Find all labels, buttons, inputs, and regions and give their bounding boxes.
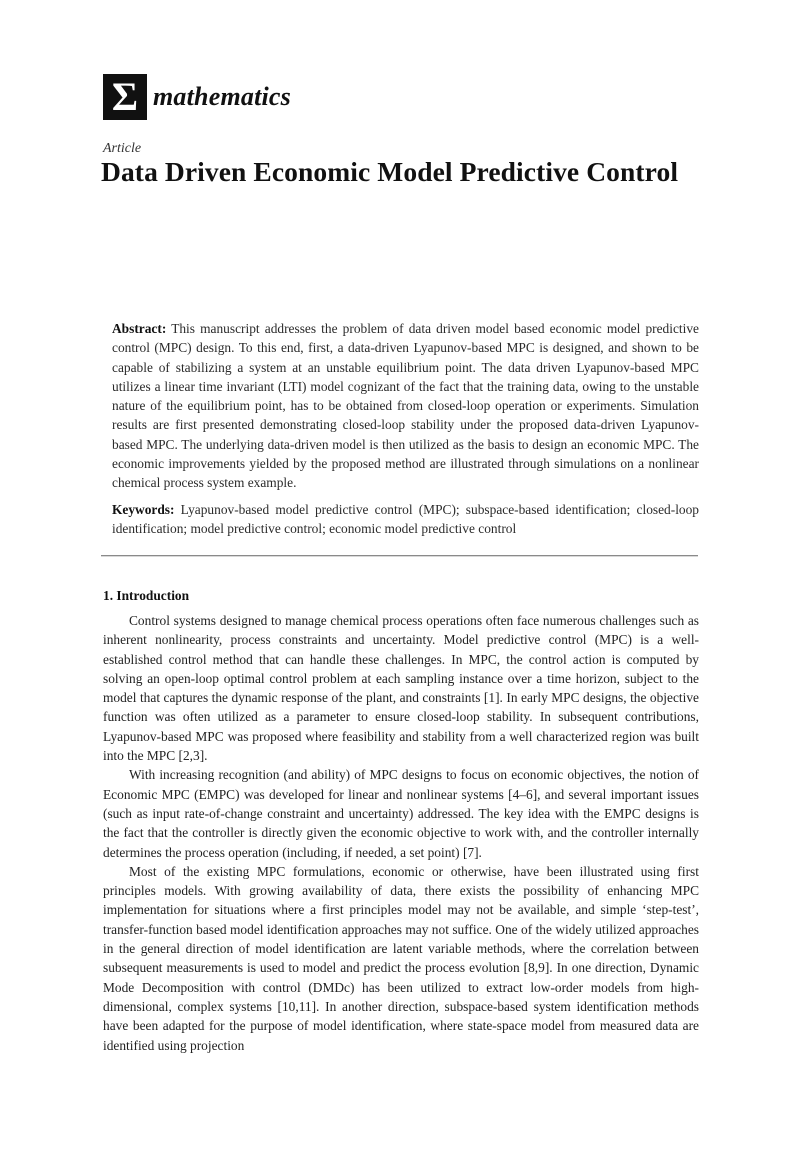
keywords	[112, 500, 699, 539]
section-divider	[101, 555, 698, 556]
introduction-body	[103, 611, 699, 1055]
keywords-label: Keywords:	[112, 502, 175, 517]
abstract-label: Abstract:	[112, 321, 167, 336]
journal-header	[103, 74, 291, 120]
abstract	[112, 319, 699, 493]
paragraph: Control systems designed to manage chemical process operations often face numerous challenges such as inherent nonlinearity, process constraints and uncertainty. Model predictive control (MPC) is a well-established control method that can handle these challenges. In MPC, the control action is computed by solving an open-loop optimal control problem at each sampling instance over a time horizon, subject to the model that captures the dynamic response of the plant, and constraints [1]. In early MPC designs, the objective function was often utilized as a parameter to ensure closed-loop stability. In subsequent contributions, Lyapunov-based MPC was proposed where feasibility and stability from a well characterized region was built into the MPC [2,3].	[103, 613, 699, 764]
section-heading-introduction: 1. Introduction	[103, 588, 190, 603]
paragraph: Most of the existing MPC formulations, economic or otherwise, have been illustrated using first principles models. With growing availability of data, there exists the possibility of enhancing MPC implementation for situations where a first principles model may not be available, and simple ‘step-test’, transfer-function based model identification approaches may not suffice. One of the widely utilized approaches in the general direction of model identification are latent variable methods, where the correlation between subsequent measurements is used to model and predict the process evolution [8,9]. In one direction, Dynamic Mode Decomposition with control (DMDc) has been utilized to extract low-order models from high-dimensional, complex systems [10,11]. In another direction, subspace-based system identification methods have been adapted for the purpose of model identification, where state-space model from measured data are identified using projection	[103, 863, 699, 1053]
journal-name: mathematics	[153, 82, 291, 111]
sigma-icon: Σ	[103, 74, 147, 120]
article-title: Data Driven Economic Model Predictive Control	[101, 156, 679, 187]
article-type: Article	[103, 141, 142, 156]
abstract-text: This manuscript addresses the problem of data driven model based economic model predictive control (MPC) design. To this end, first, a data-driven Lyapunov-based MPC is designed, and shown to be capable of stabilizing a system at an unstable equilibrium point. The data driven Lyapunov-based MPC utilizes a linear time invariant (LTI) model cognizant of the fact that the training data, owing to the unstable nature of the equilibrium point, has to be obtained from closed-loop operation or experiments. Simulation results are first presented demonstrating closed-loop stability under the proposed data-driven Lyapunov-based MPC. The underlying data-driven model is then utilized as the basis to design an economic MPC. The economic improvements yielded by the proposed method are illustrated through simulations on a nonlinear chemical process system example.	[112, 321, 699, 491]
paragraph: With increasing recognition (and ability) of MPC designs to focus on economic objectives, the notion of Economic MPC (EMPC) was developed for linear and nonlinear systems [4–6], and several important issues (such as input rate-of-change constraint and uncertainty) addressed. The key idea with the EMPC designs is the fact that the controller is directly given the economic objective to work with, and the controller internally determines the process operation (including, if needed, a set point) [7].	[103, 767, 699, 860]
keywords-text: Lyapunov-based model predictive control (MPC); subspace-based identification; closed-loop identification; model predictive control; economic model predictive control	[112, 502, 699, 537]
